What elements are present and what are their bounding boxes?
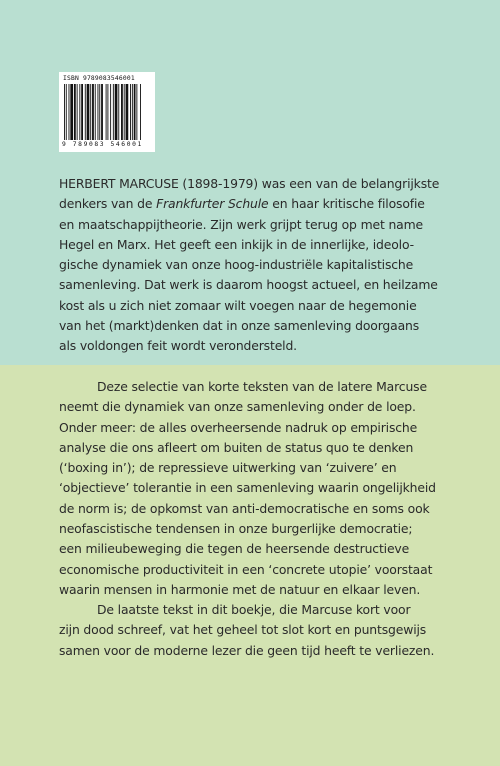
text-line bbox=[59, 499, 459, 519]
barcode-bar bbox=[113, 84, 114, 140]
barcode-bar bbox=[140, 84, 141, 140]
text-line bbox=[59, 478, 459, 498]
barcode-bar bbox=[136, 84, 137, 140]
closing-paragraph bbox=[59, 600, 459, 661]
text-line bbox=[59, 620, 459, 640]
text-run: ‘objectieve’ tolerantie in een samenleving waarin ongelijkheid bbox=[59, 480, 436, 496]
text-run: en maatschappijtheorie. Zijn werk grijpt terug op met name bbox=[59, 216, 423, 232]
text-line bbox=[59, 458, 459, 478]
text-line bbox=[59, 600, 459, 620]
text-line bbox=[59, 275, 459, 295]
text-run: HERBERT MARCUSE (1898-1979) was een van de belangrijkste bbox=[59, 176, 440, 191]
barcode-bar bbox=[130, 84, 131, 140]
text-run: Hegel en Marx. Het geeft een inkijk in de innerlijke, ideolo- bbox=[59, 236, 414, 252]
barcode-bar bbox=[95, 84, 96, 140]
barcode-bar bbox=[106, 84, 107, 140]
barcode-bar bbox=[77, 84, 78, 140]
text-run: De laatste tekst in dit boekje, die Marcuse kort voor bbox=[97, 602, 411, 617]
text-run: economische productiviteit in een ‘concrete utopie’ voorstaat bbox=[59, 561, 433, 577]
text-run: samenleving. Dat werk is daarom hoogst actueel, en heilzame bbox=[59, 277, 438, 293]
text-line bbox=[59, 539, 459, 559]
barcode-bar bbox=[99, 84, 100, 140]
text-run: neofascistische tendensen in onze burgerlijke democratie; bbox=[59, 521, 413, 537]
text-run: als voldongen feit wordt verondersteld. bbox=[59, 338, 297, 354]
text-line bbox=[59, 377, 459, 397]
text-line bbox=[59, 519, 459, 539]
barcode-bar bbox=[101, 84, 103, 140]
text-run: Onder meer: de alles overheersende nadruk op empirische bbox=[59, 419, 418, 435]
barcode-bar bbox=[90, 84, 91, 140]
barcode-bar bbox=[69, 84, 70, 140]
text-run: samen voor de moderne lezer die geen tijd heeft te verliezen. bbox=[59, 642, 435, 658]
isbn-barcode bbox=[59, 72, 155, 152]
text-run: analyse die ons afleert om buiten de status quo te denken bbox=[59, 439, 414, 455]
barcode-bar bbox=[121, 84, 123, 140]
barcode-bar bbox=[74, 84, 76, 140]
intro-paragraph bbox=[59, 174, 459, 357]
text-line bbox=[59, 296, 459, 316]
barcode-bar bbox=[118, 84, 119, 140]
barcode-bar bbox=[115, 84, 118, 140]
text-run: een milieubeweging die tegen de heersende destructieve bbox=[59, 541, 410, 557]
barcode-bar bbox=[92, 84, 94, 140]
text-run: waarin mensen in harmonie met de natuur en elkaar leven. bbox=[59, 581, 421, 597]
text-line bbox=[59, 336, 459, 356]
text-line bbox=[59, 215, 459, 235]
barcode-bar bbox=[85, 84, 86, 140]
text-line bbox=[59, 580, 459, 600]
barcode-bars bbox=[64, 84, 150, 140]
text-line bbox=[59, 641, 459, 661]
text-line bbox=[59, 235, 459, 255]
barcode-bar bbox=[70, 84, 73, 140]
barcode-bar bbox=[134, 84, 136, 140]
barcode-bar bbox=[79, 84, 80, 140]
text-run: van het (markt)denken dat in onze samenleving doorgaans bbox=[59, 318, 420, 334]
barcode-bar bbox=[110, 84, 111, 140]
barcode-bar bbox=[124, 84, 125, 140]
text-run: kost als u zich niet zomaar wilt voegen naar de hegemonie bbox=[59, 297, 417, 313]
text-run: (‘boxing in’); de repressieve uitwerking van ‘zuivere’ en bbox=[59, 460, 397, 476]
text-run: zijn dood schreef, vat het geheel tot slot kort en puntsgewijs bbox=[59, 622, 427, 638]
text-line bbox=[59, 418, 459, 438]
text-run: de norm is; de opkomst van anti-democratische en soms ook bbox=[59, 500, 430, 516]
isbn-label: ISBN 9789083546001 bbox=[63, 75, 135, 82]
text-line bbox=[59, 438, 459, 458]
text-line bbox=[59, 194, 459, 214]
italic-text: Frankfurter Schule bbox=[156, 196, 269, 212]
selection-paragraph bbox=[59, 377, 459, 600]
text-run: denkers van de bbox=[59, 196, 157, 212]
barcode-bar bbox=[81, 84, 83, 140]
text-line bbox=[59, 560, 459, 580]
isbn-digits: 9 789083 546001 bbox=[62, 141, 143, 148]
text-run: Deze selectie van korte teksten van de latere Marcuse bbox=[97, 379, 427, 394]
text-line bbox=[59, 316, 459, 336]
text-run: gische dynamiek van onze hoog-industriële kapitalistische bbox=[59, 257, 414, 273]
text-run: neemt die dynamiek van onze samenleving onder de loep. bbox=[59, 399, 416, 415]
barcode-bar bbox=[97, 84, 98, 140]
text-line bbox=[59, 255, 459, 275]
text-line bbox=[59, 174, 459, 194]
barcode-bar bbox=[107, 84, 108, 140]
barcode-bar bbox=[132, 84, 133, 140]
barcode-bar bbox=[66, 84, 67, 140]
barcode-bar bbox=[64, 84, 65, 140]
text-run: en haar kritische filosofie bbox=[268, 196, 425, 212]
barcode-bar bbox=[126, 84, 129, 140]
text-line bbox=[59, 397, 459, 417]
barcode-bar bbox=[87, 84, 90, 140]
